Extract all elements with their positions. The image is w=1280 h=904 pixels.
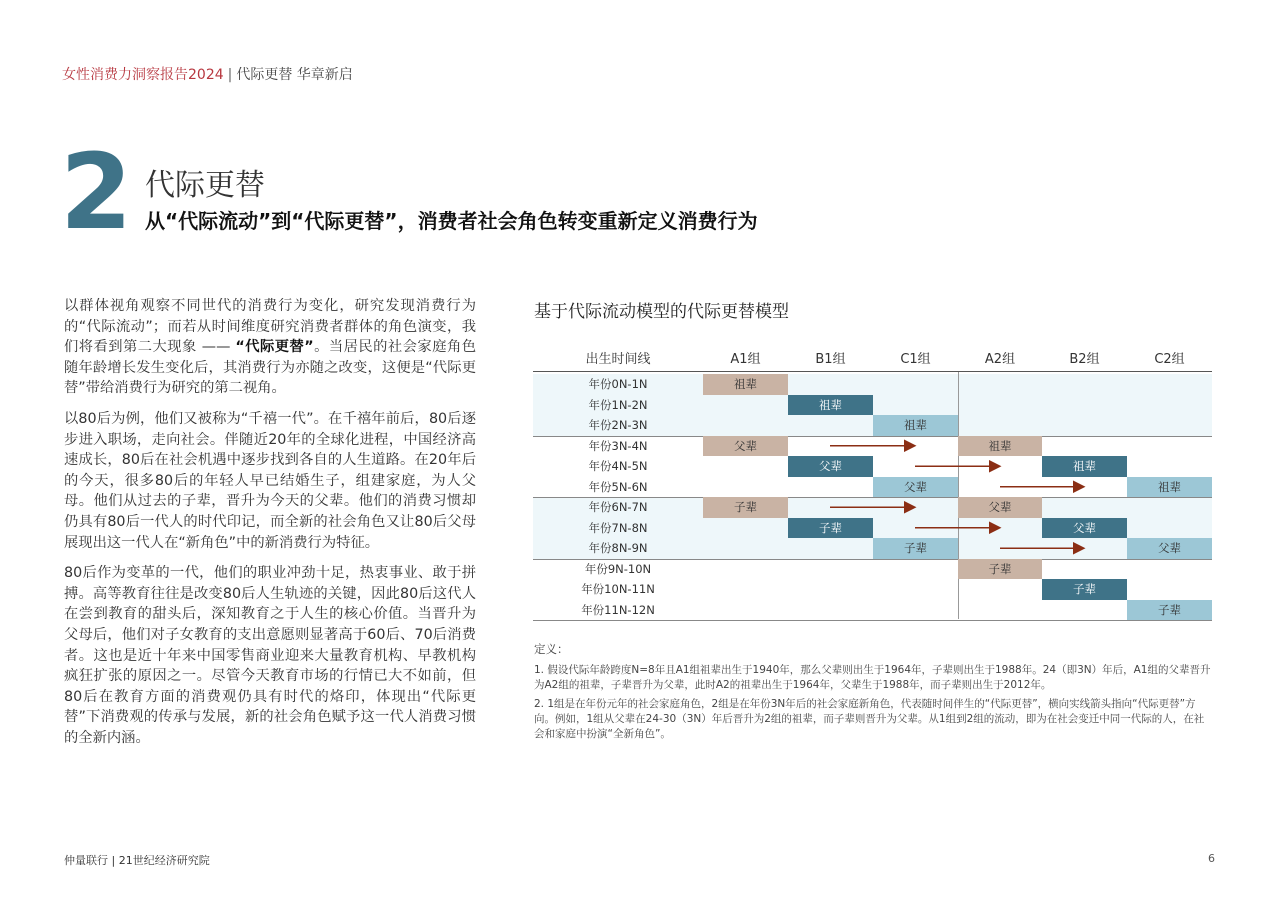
role-cell-f: 父辈 — [788, 456, 873, 477]
role-cell-f: 父辈 — [1042, 518, 1127, 539]
role-cell-s: 父辈 — [873, 477, 958, 498]
row-label: 年份7N-8N — [588, 520, 648, 535]
paragraph-1-text-b: 。当居民的社会家庭角色随年龄增长发生变化后，其消费行为亦随之改变，这便是“代际更替”带给消费行为研究的第二视角。 — [64, 339, 477, 397]
column-header-0: 出生时间线 — [585, 352, 651, 367]
role-cell-gf: 父辈 — [958, 497, 1042, 518]
paragraph-1 — [64, 296, 476, 399]
table-bottom-line — [533, 620, 1212, 621]
role-cell-s: 祖辈 — [873, 415, 958, 436]
column-header-1: A1组 — [730, 352, 761, 367]
row-label: 年份4N-5N — [588, 459, 648, 473]
row-label: 年份9N-10N — [584, 561, 652, 576]
section-number: 2 — [60, 131, 131, 253]
role-cell-gf: 子辈 — [958, 559, 1042, 580]
role-cell-gf: 子辈 — [703, 497, 788, 518]
role-cell-gf: 父辈 — [703, 436, 788, 457]
role-cell-f: 祖辈 — [1042, 456, 1127, 477]
row-label: 年份11N-12N — [581, 602, 655, 617]
definition-2: 2. 1组是在年份元年的社会家庭角色，2组是在年份3N年后的社会家庭新角色，代表随时间伴生的“代际更替”，横向实线箭头指向“代际更替”方向。例如，1组从父辈在24-30（3N）年后晋升为2组的祖辈，而子辈则晋升为父辈。从1组到2组的流动，即为在社会变迁中同一代际的人，在社会和家庭中扮演“全新角色”。 — [534, 698, 1205, 740]
role-cell-f: 祖辈 — [788, 395, 873, 416]
row-label: 年份8N-9N — [588, 541, 648, 555]
arrows-layer — [533, 372, 1212, 619]
row-label: 年份3N-4N — [588, 438, 648, 453]
row-label: 年份5N-6N — [588, 479, 648, 494]
report-title: 女性消费力洞察报告2024 — [62, 67, 224, 83]
footer-org: 仲量联行 | 21世纪经济研究院 — [64, 854, 210, 867]
role-cell-s: 子辈 — [873, 538, 958, 559]
role-cell-f: 子辈 — [1042, 579, 1127, 600]
role-cell-f: 子辈 — [788, 518, 873, 539]
page-number: 6 — [1208, 852, 1215, 865]
role-cell-s: 父辈 — [1127, 538, 1212, 559]
chapter-title: 代际更替 华章新启 — [236, 67, 353, 83]
row-label: 年份10N-11N — [581, 582, 655, 596]
column-header-4: A2组 — [984, 352, 1016, 367]
table-header — [533, 344, 1212, 372]
definition-1: 1. 假设代际年龄跨度N=8年且A1组祖辈出生于1940年，那么父辈则出生于1964年，子辈则出生于1988年。24（即3N）年后，A1组的父辈晋升为A2组的祖辈，子辈晋升为父辈，此时A2的祖辈出生于1964年，父辈生于1988年，而子辈则出生于2012年。 — [534, 664, 1211, 691]
generation-model-table — [533, 344, 1212, 619]
column-header-6: C2组 — [1154, 352, 1185, 367]
body-text — [64, 296, 476, 758]
definitions-label: 定义： — [534, 642, 569, 656]
column-header-2: B1组 — [815, 352, 846, 367]
row-label: 年份6N-7N — [588, 500, 648, 514]
figure-title: 基于代际流动模型的代际更替模型 — [534, 302, 789, 322]
paragraph-1-bold: “代际更替” — [235, 339, 314, 356]
table-body — [533, 372, 1212, 619]
role-cell-s: 祖辈 — [1127, 477, 1212, 498]
section-subtitle: 从“代际流动”到“代际更替”，消费者社会角色转变重新定义消费行为 — [145, 209, 758, 233]
column-header-3: C1组 — [900, 352, 931, 367]
role-cell-gf: 祖辈 — [703, 374, 788, 395]
paragraph-3: 80后作为变革的一代，他们的职业冲劲十足，热衷事业、敢于拼搏。高等教育往往是改变80后人生轨迹的关键，因此80后这代人在尝到教育的甜头后，深知教育之于人生的核心价值。当晋升为父母后，他们对子女教育的支出意愿则显著高于60后、70后消费者。这也是近十年来中国零售商业迎来大量教育机构、早教机构疯狂扩张的原因之一。尽管今天教育市场的行情已大不如前，但80后在教育方面的消费观仍具有时代的烙印，体现出“代际更替”下消费观的传承与发展，新的社会角色赋予这一代人消费习惯的全新内涵。 — [64, 565, 476, 746]
section-title: 代际更替 — [145, 168, 265, 203]
column-header-5: B2组 — [1069, 352, 1100, 367]
row-label: 年份1N-2N — [588, 397, 648, 412]
report-header — [62, 64, 353, 84]
paragraph-1-text-a: 以群体视角观察不同世代的消费行为变化，研究发现消费行为的“代际流动”；而若从时间维度研究消费者群体的角色演变，我们将看到第二大现象 —— — [64, 298, 476, 356]
role-cell-gf: 祖辈 — [958, 436, 1042, 457]
header-separator: | — [227, 67, 233, 83]
definitions — [534, 642, 1214, 746]
row-label: 年份2N-3N — [588, 418, 648, 432]
paragraph-2: 以80后为例，他们又被称为“千禧一代”。在千禧年前后，80后逐步进入职场，走向社会。伴随近20年的全球化进程，中国经济高速成长，80后在社会机遇中逐步找到各自的人生道路。在20年后的今天，很多80后的年轻人早已结婚生子，组建家庭，为人父母。他们从过去的子辈，晋升为今天的父辈。他们的消费习惯却仍具有80后一代人的时代印记，而全新的社会角色又让80后父母展现出这一代人在“新角色”中的新消费行为特征。 — [64, 410, 476, 551]
role-cell-s: 子辈 — [1127, 600, 1212, 621]
row-label: 年份0N-1N — [588, 377, 648, 391]
